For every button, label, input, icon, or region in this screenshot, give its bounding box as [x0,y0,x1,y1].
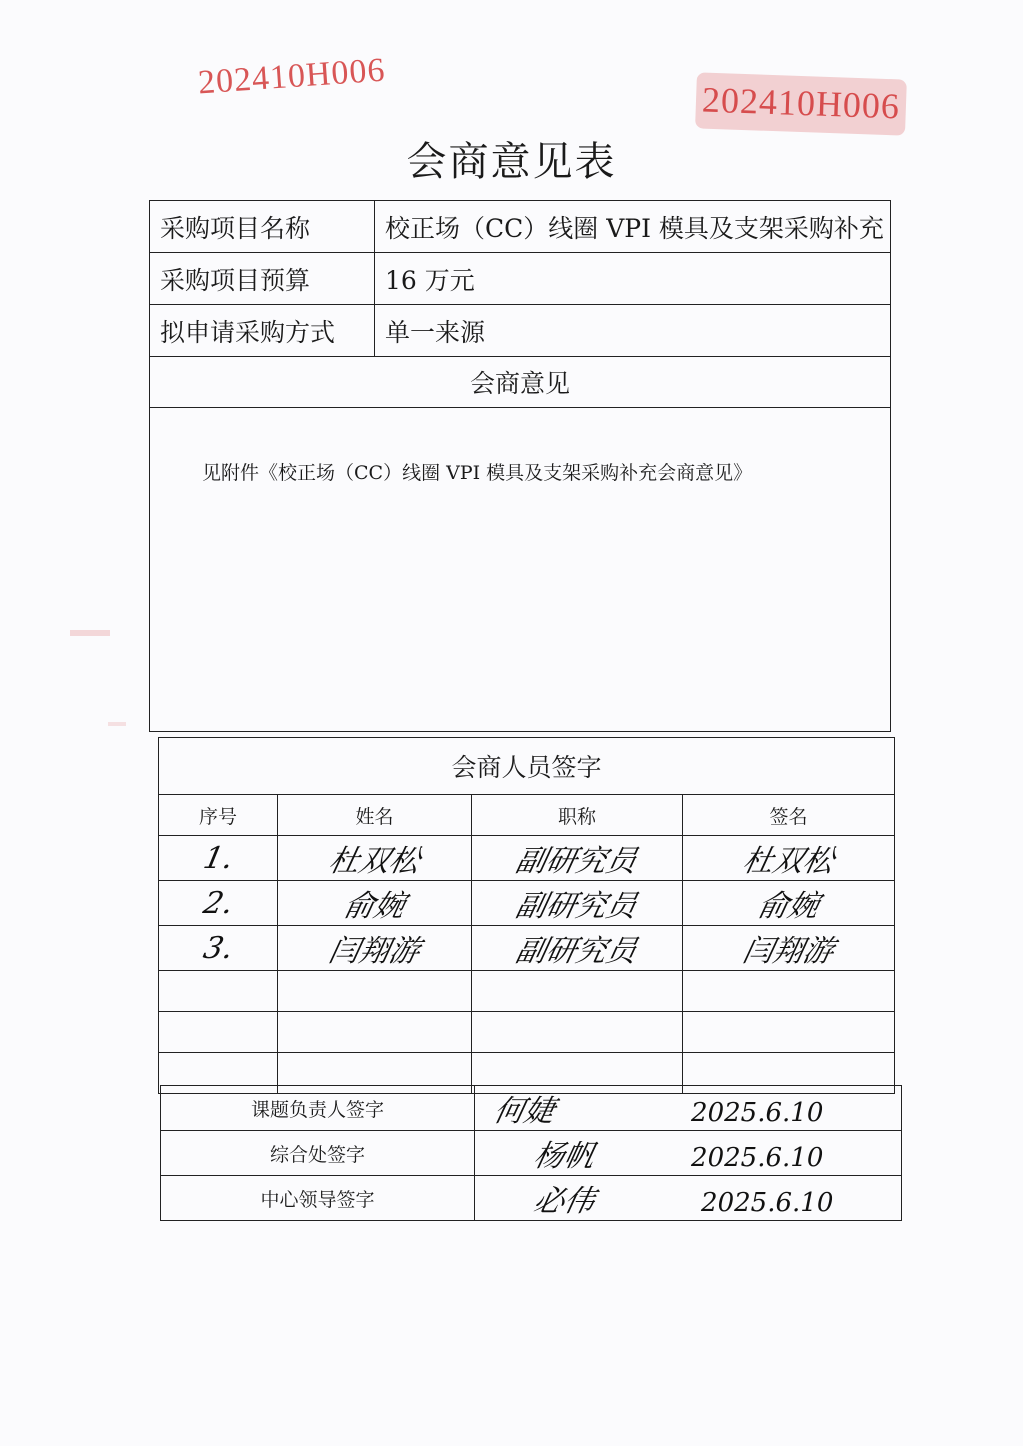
signoff-date: 2025.6.10 [701,1188,834,1218]
participant-name: 闫翔游 [325,934,423,969]
participant-number: 1. [199,840,237,876]
opinion-text: 见附件《校正场（CC）线圈 VPI 模具及支架采购补充会商意见》 [202,462,753,484]
procurement-method-value: 单一来源 [375,305,891,357]
column-header-name: 姓名 [278,795,472,836]
participants-column-headers [159,795,895,836]
signoff-label: 中心领导签字 [161,1176,475,1221]
participant-signature [683,1012,895,1053]
table-row [159,1012,895,1053]
participant-name [278,971,472,1012]
signoff-label: 课题负责人签字 [161,1086,475,1131]
signoff-signature: 必伟 [530,1184,598,1219]
participant-number: 2. [199,885,237,921]
participant-name [278,1012,472,1053]
scan-artifact [108,722,126,726]
column-header-number: 序号 [159,795,278,836]
participant-name: 俞婉 [340,889,408,924]
signoff-entry [475,1086,902,1131]
approval-stamp-left: 202410H006 [196,51,387,102]
signoff-row [161,1131,902,1176]
participant-number: 3. [199,930,237,966]
opinion-body [150,408,891,732]
scan-artifact [70,630,110,636]
procurement-method-label: 拟申请采购方式 [150,305,375,357]
project-budget-value: 16 万元 [375,253,891,305]
participant-name: 杜双松 [325,844,423,879]
table-row [159,926,895,971]
signoff-table [160,1085,902,1221]
participant-signature: 闫翔游 [739,934,837,969]
participant-title: 副研究员 [512,844,640,879]
column-header-signature: 签名 [683,795,895,836]
signoff-signature: 何婕 [490,1094,558,1129]
participant-signature: 俞婉 [754,889,822,924]
table-row [159,881,895,926]
participant-title [472,1012,683,1053]
opinion-header: 会商意见 [150,357,891,408]
participant-number [159,1012,278,1053]
signoff-date: 2025.6.10 [691,1143,824,1173]
signoff-entry [475,1131,902,1176]
table-row [159,971,895,1012]
signoff-label: 综合处签字 [161,1131,475,1176]
signoff-signature: 杨帆 [530,1139,598,1174]
project-name-value: 校正场（CC）线圈 VPI 模具及支架采购补充 [375,201,891,253]
participant-title: 副研究员 [512,889,640,924]
column-header-title: 职称 [472,795,683,836]
participant-number [159,971,278,1012]
signoff-row [161,1086,902,1131]
project-name-label: 采购项目名称 [150,201,375,253]
signoff-entry [475,1176,902,1221]
signoff-date: 2025.6.10 [691,1098,824,1128]
participants-table [158,737,895,1094]
project-info-table [149,200,891,732]
participant-title: 副研究员 [512,934,640,969]
procurement-method-row [150,305,891,357]
page-title: 会商意见表 [406,139,617,185]
project-budget-label: 采购项目预算 [150,253,375,305]
participant-signature [683,971,895,1012]
approval-stamp-right: 202410H006 [701,79,901,127]
table-row [159,836,895,881]
project-name-row [150,201,891,253]
participants-header: 会商人员签字 [159,738,895,795]
signoff-row [161,1176,902,1221]
project-budget-row [150,253,891,305]
participant-signature: 杜双松 [739,844,837,879]
participant-title [472,971,683,1012]
